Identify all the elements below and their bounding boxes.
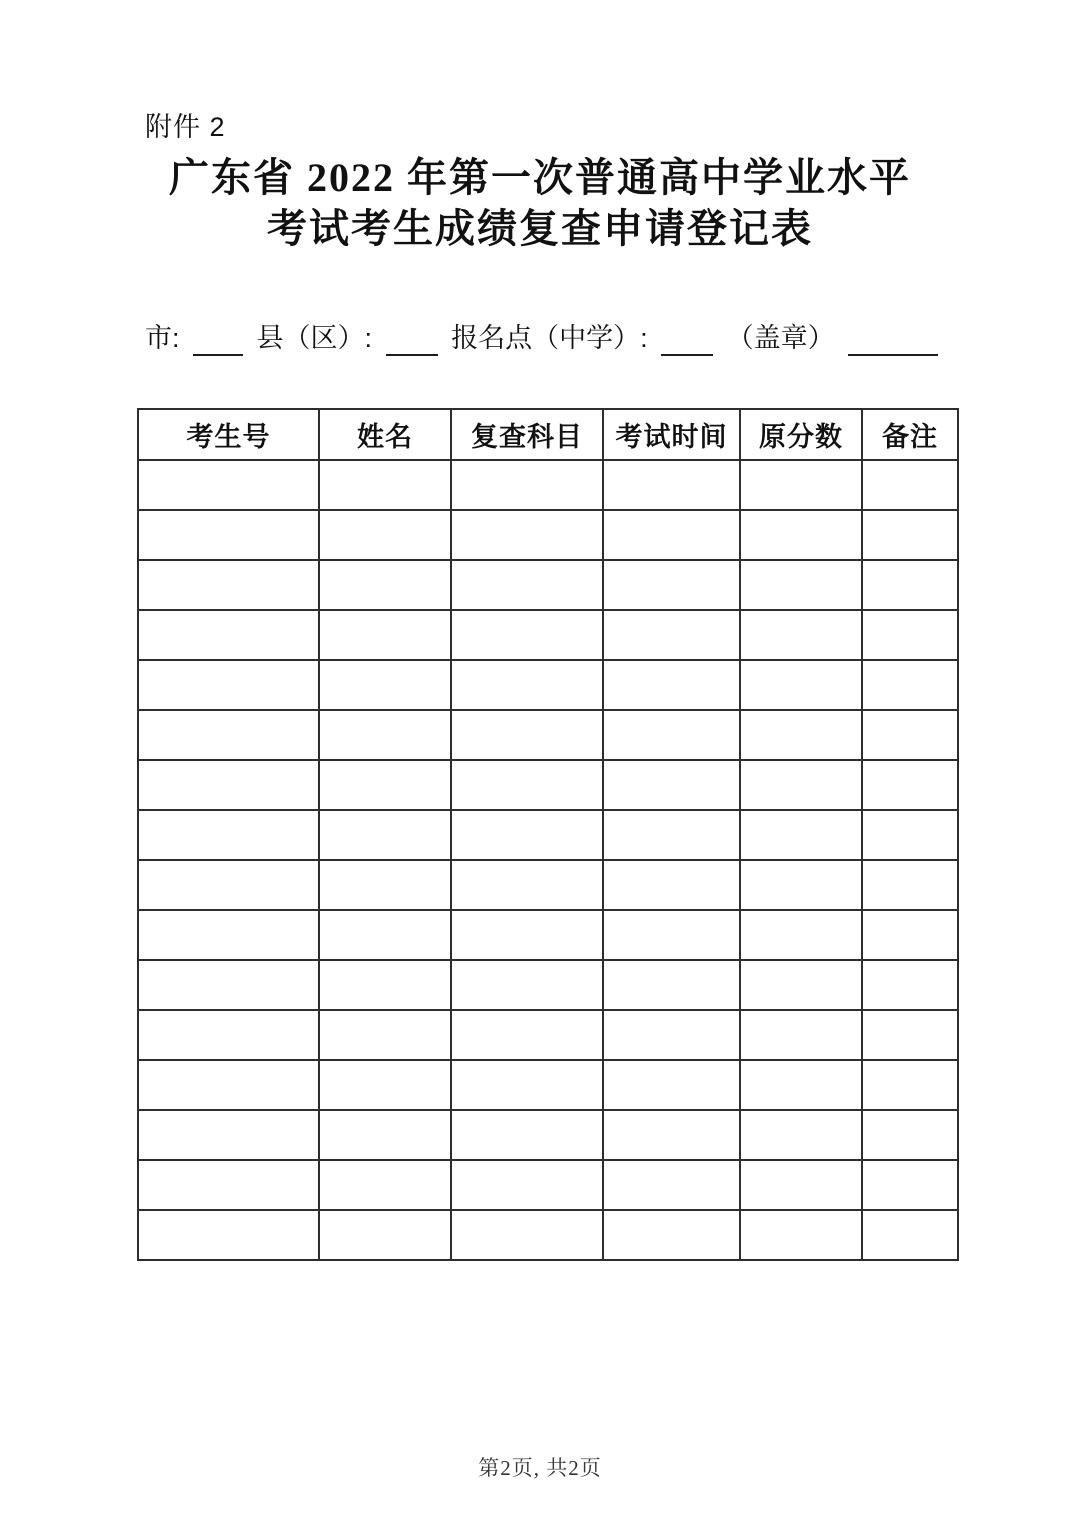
- table-cell: [138, 1010, 319, 1060]
- table-cell: [862, 1210, 958, 1260]
- table-cell: [138, 1160, 319, 1210]
- table-row: [138, 1160, 958, 1210]
- header-remarks: 备注: [862, 409, 958, 460]
- table-cell: [138, 710, 319, 760]
- table-cell: [603, 710, 740, 760]
- attachment-label: 附件 2: [145, 112, 226, 142]
- table-row: [138, 460, 958, 510]
- score-review-table: [137, 408, 959, 1261]
- table-cell: [319, 710, 451, 760]
- table-cell: [603, 1060, 740, 1110]
- table-cell: [138, 560, 319, 610]
- table-cell: [138, 760, 319, 810]
- table-cell: [603, 1210, 740, 1260]
- table-cell: [451, 1110, 603, 1160]
- table-cell: [603, 660, 740, 710]
- table-cell: [740, 1160, 862, 1210]
- table-cell: [862, 660, 958, 710]
- table-cell: [138, 910, 319, 960]
- table-cell: [451, 660, 603, 710]
- table-cell: [603, 810, 740, 860]
- header-candidate-number: 考生号: [138, 409, 319, 460]
- table-cell: [138, 960, 319, 1010]
- seal-label: （盖章）: [726, 323, 835, 353]
- table-row: [138, 560, 958, 610]
- table-cell: [451, 610, 603, 660]
- table-cell: [862, 1060, 958, 1110]
- table-cell: [862, 910, 958, 960]
- table-cell: [740, 1110, 862, 1160]
- table-cell: [138, 1210, 319, 1260]
- table-body: [138, 460, 958, 1260]
- table-cell: [319, 610, 451, 660]
- table-cell: [451, 1160, 603, 1210]
- page-number-footer: 第2页, 共2页: [478, 1456, 602, 1480]
- table-cell: [319, 760, 451, 810]
- table-cell: [451, 460, 603, 510]
- table-row: [138, 660, 958, 710]
- table-cell: [319, 810, 451, 860]
- table-cell: [740, 910, 862, 960]
- table-cell: [138, 1110, 319, 1160]
- table-cell: [740, 760, 862, 810]
- table-cell: [740, 610, 862, 660]
- table-cell: [740, 660, 862, 710]
- table-cell: [603, 760, 740, 810]
- table-row: [138, 810, 958, 860]
- table-row: [138, 710, 958, 760]
- table-header-row: [138, 409, 958, 460]
- table-cell: [603, 860, 740, 910]
- table-cell: [451, 510, 603, 560]
- table-cell: [319, 1010, 451, 1060]
- table-cell: [862, 510, 958, 560]
- table-cell: [603, 560, 740, 610]
- document-title: [0, 152, 1080, 254]
- table-row: [138, 1110, 958, 1160]
- registration-site-label: 报名点（中学）:: [451, 323, 648, 353]
- table-cell: [451, 1010, 603, 1060]
- table-cell: [451, 960, 603, 1010]
- table-cell: [319, 510, 451, 560]
- table-cell: [740, 810, 862, 860]
- table-cell: [603, 1160, 740, 1210]
- document-title-line1: 广东省 2022 年第一次普通高中学业水平: [169, 155, 911, 200]
- location-line: [145, 320, 945, 356]
- table-header: [138, 409, 958, 460]
- table-row: [138, 1010, 958, 1060]
- table-cell: [603, 1010, 740, 1060]
- table-cell: [740, 1060, 862, 1110]
- table-cell: [138, 610, 319, 660]
- table-cell: [451, 760, 603, 810]
- site-blank-line: [661, 326, 713, 356]
- table-cell: [451, 1210, 603, 1260]
- table-cell: [138, 810, 319, 860]
- table-cell: [862, 860, 958, 910]
- table-cell: [319, 860, 451, 910]
- table-cell: [603, 960, 740, 1010]
- table-cell: [319, 1210, 451, 1260]
- county-blank-line: [386, 326, 438, 356]
- table-cell: [862, 960, 958, 1010]
- table-cell: [862, 610, 958, 660]
- table-cell: [740, 510, 862, 560]
- table-row: [138, 1210, 958, 1260]
- table-cell: [319, 960, 451, 1010]
- table-cell: [138, 860, 319, 910]
- table-row: [138, 760, 958, 810]
- table-cell: [603, 610, 740, 660]
- city-label: 市:: [145, 323, 180, 353]
- table-cell: [319, 560, 451, 610]
- table-cell: [740, 960, 862, 1010]
- table-row: [138, 910, 958, 960]
- table-cell: [862, 760, 958, 810]
- table-cell: [740, 1010, 862, 1060]
- table-cell: [862, 810, 958, 860]
- table-cell: [740, 710, 862, 760]
- table-cell: [862, 460, 958, 510]
- table-cell: [740, 860, 862, 910]
- county-label: 县（区）:: [256, 323, 373, 353]
- table-cell: [138, 460, 319, 510]
- table-cell: [138, 660, 319, 710]
- seal-blank-line: [848, 326, 938, 356]
- table-cell: [603, 1110, 740, 1160]
- table-cell: [862, 1160, 958, 1210]
- header-exam-time: 考试时间: [603, 409, 740, 460]
- table-row: [138, 1060, 958, 1110]
- table-cell: [319, 1160, 451, 1210]
- table-cell: [740, 1210, 862, 1260]
- table-cell: [319, 460, 451, 510]
- table-cell: [451, 910, 603, 960]
- table-cell: [451, 810, 603, 860]
- table-cell: [862, 560, 958, 610]
- table-row: [138, 510, 958, 560]
- header-name: 姓名: [319, 409, 451, 460]
- city-blank-line: [193, 326, 243, 356]
- table-cell: [451, 860, 603, 910]
- table-cell: [740, 460, 862, 510]
- table-cell: [319, 910, 451, 960]
- header-original-score: 原分数: [740, 409, 862, 460]
- table-cell: [138, 1060, 319, 1110]
- table-row: [138, 860, 958, 910]
- table-cell: [603, 910, 740, 960]
- table-row: [138, 610, 958, 660]
- table-row: [138, 960, 958, 1010]
- table-cell: [319, 1060, 451, 1110]
- table-cell: [862, 1110, 958, 1160]
- table-cell: [740, 560, 862, 610]
- table-cell: [603, 460, 740, 510]
- table-cell: [319, 1110, 451, 1160]
- table-cell: [862, 1010, 958, 1060]
- table-cell: [319, 660, 451, 710]
- document-title-line2: 考试考生成绩复查申请登记表: [267, 206, 813, 251]
- table-cell: [451, 1060, 603, 1110]
- table-cell: [138, 510, 319, 560]
- table-cell: [451, 560, 603, 610]
- table-cell: [451, 710, 603, 760]
- table-cell: [603, 510, 740, 560]
- table-cell: [862, 710, 958, 760]
- header-review-subject: 复查科目: [451, 409, 603, 460]
